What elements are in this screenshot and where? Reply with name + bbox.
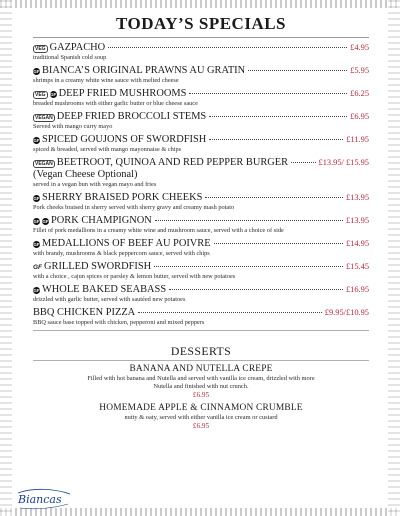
gluten-free-badge-icon: GF bbox=[33, 288, 40, 293]
special-description: with brandy, mushrooms & black peppercorn sauce, served with chips bbox=[33, 250, 210, 257]
special-name: SHERRY BRAISED PORK CHEEKS bbox=[42, 192, 203, 203]
special-description: BBQ sauce base topped with chicken, pepperoni and mixed peppers bbox=[33, 319, 205, 326]
vegan-badge-icon: VEGAN bbox=[35, 115, 53, 121]
dessert-price: £6.95 bbox=[192, 422, 210, 430]
menu-content bbox=[33, 12, 369, 431]
special-item-line bbox=[33, 134, 369, 146]
biancas-logo bbox=[16, 488, 72, 510]
special-item bbox=[33, 192, 369, 212]
page-title: TODAY’S SPECIALS bbox=[115, 14, 287, 33]
special-price: £14.95 bbox=[345, 239, 369, 248]
vegetarian-badge-icon: VEG bbox=[35, 46, 46, 52]
special-price: £13.95 bbox=[345, 193, 369, 202]
special-name: BBQ CHICKEN PIZZA bbox=[33, 307, 136, 318]
gluten-free-badge-icon: GF bbox=[33, 242, 40, 247]
dot-leader bbox=[154, 266, 343, 267]
logo-wordmark: Biancas bbox=[18, 493, 62, 506]
vegan-badge-icon: VEGAN bbox=[35, 161, 53, 167]
special-item bbox=[33, 307, 369, 327]
special-item-line bbox=[33, 307, 369, 319]
special-name: WHOLE BAKED SEABASS bbox=[42, 284, 167, 295]
special-price: £11.95 bbox=[346, 135, 369, 144]
special-description: spiced & breaded, served with mango mayonnaise & chips bbox=[33, 146, 182, 153]
special-description: drizzled with garlic butter, served with sautéed new potatoes bbox=[33, 296, 186, 303]
special-description: Fillet of pork medallions in a creamy white wine and mushroom sauce, served with a choice of side bbox=[33, 227, 284, 234]
special-description: with a choice , cajun spices or parsley & lemon butter, served with new potatoes bbox=[33, 273, 236, 280]
special-item bbox=[33, 261, 369, 281]
special-description: served in a vegan bun with vegan mayo and fries bbox=[33, 181, 157, 188]
dessert-name: HOMEMADE APPLE & CINNAMON CRUMBLE bbox=[99, 403, 303, 413]
special-price: £4.95 bbox=[350, 43, 369, 52]
special-name: GRILLED SWORDFISH bbox=[44, 261, 152, 272]
special-item-line bbox=[33, 238, 369, 250]
special-item-line bbox=[33, 111, 369, 123]
dot-leader bbox=[209, 139, 343, 140]
special-item bbox=[33, 65, 369, 85]
dot-leader bbox=[291, 162, 315, 163]
special-description: traditional Spanish cold soup bbox=[33, 54, 107, 61]
dessert-description: nutty & oaty, served with either vanilla ice cream or custard bbox=[124, 414, 278, 421]
special-price: £13.95 bbox=[345, 216, 369, 225]
special-price: £13.95/ £15.95 bbox=[318, 158, 369, 167]
special-item-line bbox=[33, 157, 369, 169]
special-name: GAZPACHO bbox=[49, 42, 106, 53]
dessert-name: BANANA AND NUTELLA CREPE bbox=[129, 364, 273, 374]
desserts-heading: DESSERTS bbox=[170, 344, 232, 358]
gluten-free-badge-icon: GF bbox=[33, 138, 40, 143]
special-price: £6.95 bbox=[350, 112, 369, 121]
special-name: DEEP FRIED MUSHROOMS bbox=[58, 88, 187, 99]
special-price: £16.95 bbox=[345, 285, 369, 294]
special-item bbox=[33, 284, 369, 304]
special-description: breaded mushrooms with either garlic butter or blue cheese sauce bbox=[33, 100, 198, 107]
special-item-line bbox=[33, 65, 369, 77]
special-item bbox=[33, 215, 369, 235]
special-item-line bbox=[33, 261, 369, 273]
dessert-description: Nutella and finished with nut crunch. bbox=[153, 383, 249, 390]
special-name: DEEP FRIED BROCCOLI STEMS bbox=[56, 111, 207, 122]
special-price: £9.95/£10.95 bbox=[324, 308, 369, 317]
dot-leader bbox=[209, 116, 347, 117]
gluten-free-badge-icon: GF bbox=[33, 264, 43, 271]
dessert-price: £6.95 bbox=[192, 391, 210, 399]
special-item bbox=[33, 134, 369, 154]
special-description: shrimps in a creamy white wine sauce with melted cheese bbox=[33, 77, 179, 84]
dessert-item bbox=[33, 364, 369, 400]
special-name: MEDALLIONS OF BEEF AU POIVRE bbox=[42, 238, 211, 249]
dot-leader bbox=[169, 289, 343, 290]
dot-leader bbox=[214, 243, 343, 244]
special-name: BEETROOT, QUINOA AND RED PEPPER BURGER bbox=[56, 157, 289, 168]
special-description: Served with mango curry mayo bbox=[33, 123, 113, 130]
desserts-divider bbox=[33, 360, 369, 361]
desserts-list bbox=[33, 364, 369, 431]
special-item bbox=[33, 157, 369, 189]
dessert-item bbox=[33, 403, 369, 431]
gluten-free-badge-icon: GF bbox=[33, 219, 40, 224]
special-item bbox=[33, 238, 369, 258]
special-item bbox=[33, 111, 369, 131]
vegetarian-badge-icon: VEG bbox=[35, 92, 46, 98]
decorative-border-right bbox=[388, 0, 400, 516]
specials-list bbox=[33, 42, 369, 327]
specials-end-divider bbox=[33, 330, 369, 331]
decorative-border-left bbox=[0, 0, 12, 516]
special-item-line bbox=[33, 215, 369, 227]
special-name: SPICED GOUJONS OF SWORDFISH bbox=[42, 134, 207, 145]
gluten-free-badge-icon: GF bbox=[33, 69, 40, 74]
gluten-free-badge-icon: GF bbox=[42, 219, 49, 224]
special-name: BIANCA’S ORIGINAL PRAWNS AU GRATIN bbox=[42, 65, 246, 76]
special-subtitle: (Vegan Cheese Optional) bbox=[33, 169, 138, 180]
gluten-free-badge-icon: GF bbox=[33, 196, 40, 201]
special-item-line bbox=[33, 88, 369, 100]
special-item-line bbox=[33, 284, 369, 296]
special-item bbox=[33, 88, 369, 108]
special-item-line bbox=[33, 192, 369, 204]
special-price: £6.25 bbox=[350, 89, 369, 98]
decorative-border-top bbox=[0, 0, 400, 8]
dessert-description: Filled with hot banana and Nutella and served with vanilla ice cream, drizzled with more bbox=[87, 375, 315, 382]
special-price: £5.95 bbox=[350, 66, 369, 75]
dot-leader bbox=[189, 93, 347, 94]
special-name: PORK CHAMPIGNON bbox=[51, 215, 152, 226]
gluten-free-badge-icon: GF bbox=[49, 92, 57, 97]
special-description: Pork cheeks braised in sherry served with sherry gravy and creamy mash potato bbox=[33, 204, 235, 211]
special-item bbox=[33, 42, 369, 62]
dot-leader bbox=[138, 312, 322, 313]
dot-leader bbox=[205, 197, 343, 198]
special-item-line bbox=[33, 42, 369, 54]
dot-leader bbox=[108, 47, 347, 48]
dot-leader bbox=[248, 70, 347, 71]
special-price: £15.45 bbox=[345, 262, 369, 271]
dot-leader bbox=[155, 220, 343, 221]
title-divider bbox=[33, 37, 369, 38]
